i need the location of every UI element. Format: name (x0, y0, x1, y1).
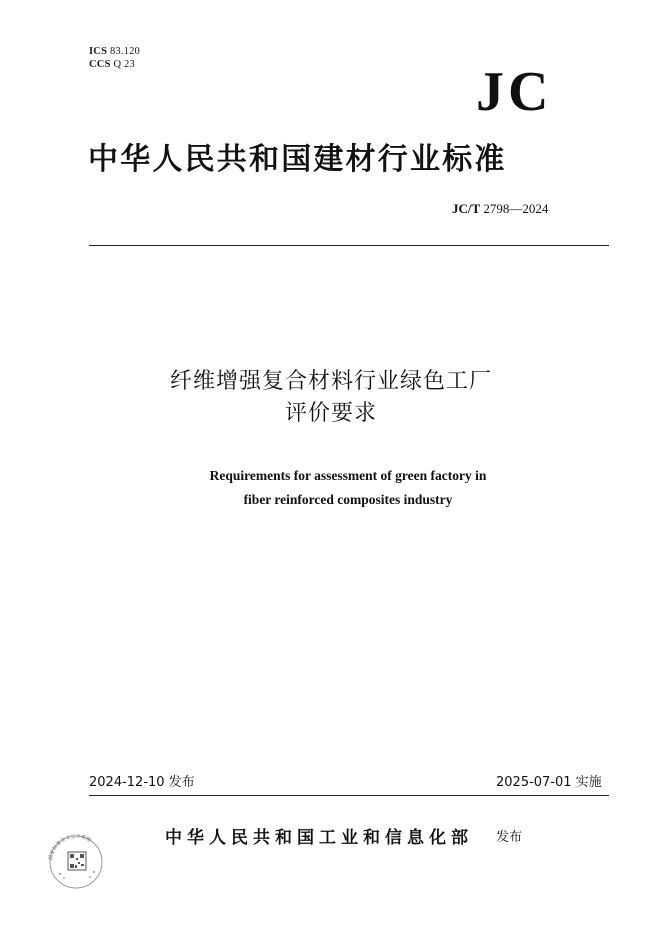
industry-standard-title: 中华人民共和国建材行业标准 (88, 142, 507, 177)
standard-prefix: JC/T (452, 201, 481, 216)
ccs-value: Q 23 (113, 59, 135, 70)
title-cn-line1: 纤维增强复合材料行业绿色工厂 (169, 369, 492, 394)
qr-stamp-icon (40, 822, 112, 894)
ccs-label: CCS (89, 59, 111, 70)
publish-date: 2024-12-10 发布 (89, 775, 195, 790)
footer-divider (89, 795, 609, 796)
header-divider (89, 245, 609, 246)
jc-standard-mark: JC (476, 61, 553, 123)
ics-value: 83.120 (109, 46, 141, 57)
ccs-code (89, 59, 135, 71)
title-en-line2: fiber reinforced composites industry (243, 492, 453, 507)
standard-number (452, 201, 548, 217)
seal-text: 国家标准全文公开系统 (48, 833, 92, 861)
ics-label: ICS (89, 46, 108, 57)
title-cn-line2: 评价要求 (284, 401, 377, 426)
issuing-authority: 中华人民共和国工业和信息化部 (165, 828, 473, 848)
title-en-line1: Requirements for assessment of green factory in (209, 468, 487, 483)
ics-code (89, 46, 140, 58)
implement-date: 2025-07-01 实施 (496, 775, 602, 790)
issue-label: 发布 (496, 830, 523, 845)
standard-code: 2798—2024 (483, 201, 549, 216)
